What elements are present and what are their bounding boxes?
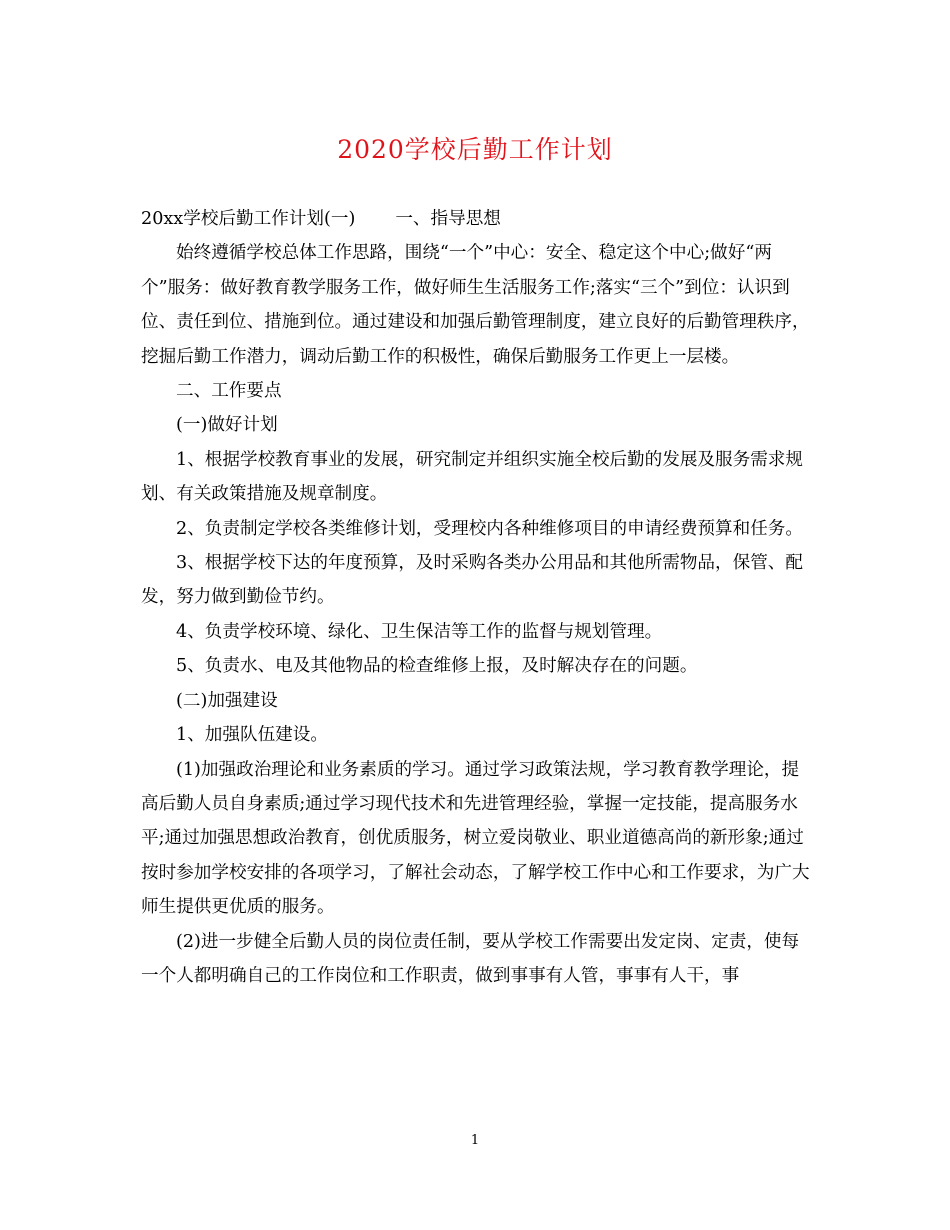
document-body bbox=[141, 202, 813, 993]
paragraph-guiding-ideology: 始终遵循学校总体工作思路，围绕“一个”中心：安全、稳定这个中心;做好“两个”服务：做好教育教学服务工作，做好师生生活服务工作;落实“三个”到位：认识到位、责任到位、措施到位。通过建设和加强后勤管理制度，建立良好的后勤管理秩序，挖掘后勤工作潜力，调动后勤工作的积极性，确保后勤服务工作更上一层楼。 bbox=[141, 243, 810, 367]
page-number: 1 bbox=[470, 1133, 480, 1148]
document-title: 2020学校后勤工作计划 bbox=[337, 135, 613, 164]
list-item-construction-1: 1、加强队伍建设。 bbox=[176, 725, 328, 746]
subsection-heading-construction: (二)加强建设 bbox=[176, 690, 278, 711]
list-item-planning-5: 5、负责水、电及其他物品的检查维修上报，及时解决存在的问题。 bbox=[176, 656, 698, 677]
list-item-planning-3: 3、根据学校下达的年度预算，及时采购各类办公用品和其他所需物品，保管、配发，努力做到勤俭节约。 bbox=[141, 553, 803, 608]
plan-subtitle: 20xx学校后勤工作计划(一) bbox=[141, 209, 356, 229]
paragraph-responsibility-system: (2)进一步健全后勤人员的岗位责任制，要从学校工作需要出发定岗、定责，使每一个人都明确自己的工作岗位和工作职责，做到事事有人管，事事有人干，事 bbox=[141, 931, 800, 986]
list-item-planning-4: 4、负责学校环境、绿化、卫生保洁等工作的监督与规划管理。 bbox=[176, 621, 663, 642]
list-item-planning-2: 2、负责制定学校各类维修计划，受理校内各种维修项目的申请经费预算和任务。 bbox=[176, 518, 803, 539]
section-heading-guiding-ideology: 一、指导思想 bbox=[395, 209, 501, 229]
paragraph-political-study: (1)加强政治理论和业务素质的学习。通过学习政策法规，学习教育教学理论，提高后勤人员自身素质;通过学习现代技术和先进管理经验，掌握一定技能，提高服务水平;通过加强思想政治教育，创优质服务，树立爱岗敬业、职业道德高尚的新形象;通过按时参加学校安排的各项学习，了解社会动态，了解学校工作中心和工作要求，为广大师生提供更优质的服务。 bbox=[141, 759, 810, 918]
section-heading-line bbox=[141, 202, 813, 236]
list-item-planning-1: 1、根据学校教育事业的发展，研究制定并组织实施全校后勤的发展及服务需求规划、有关政策措施及规章制度。 bbox=[141, 449, 803, 505]
subsection-heading-planning: (一)做好计划 bbox=[176, 415, 278, 436]
section-heading-work-points: 二、工作要点 bbox=[176, 381, 282, 402]
